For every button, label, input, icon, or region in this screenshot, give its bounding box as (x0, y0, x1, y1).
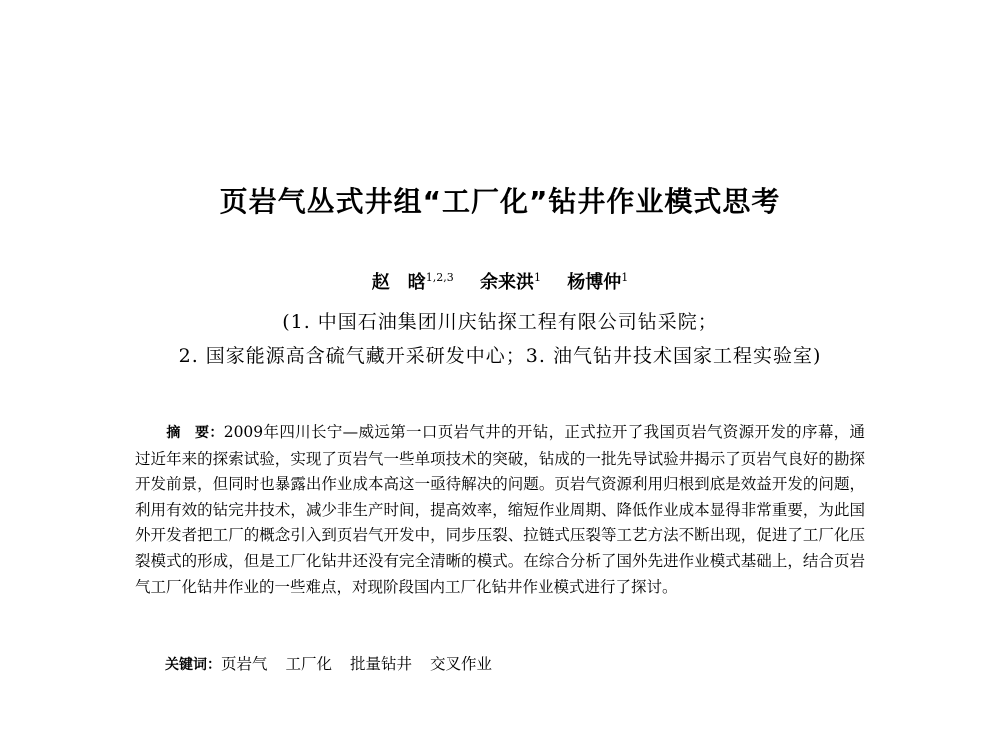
abstract (135, 420, 865, 600)
author: 杨博仲$^1$ (567, 271, 629, 293)
keyword: 页岩气 (221, 655, 268, 673)
keyword: 交叉作业 (430, 655, 493, 673)
abstract-label: 摘 要： (166, 425, 224, 441)
keyword: 批量钻井 (350, 655, 413, 673)
keywords (165, 652, 865, 674)
author-list (0, 268, 1000, 294)
abstract-text: 2009年四川长宁—威远第一口页岩气井的开钻，正式拉开了我国页岩气资源开发的序幕，通过近年来的探索试验，实现了页岩气一些单项技术的突破，钻成的一批先导试验井揭示了页岩气良好的勘探开发前景，但同时也暴露出作业成本高这一亟待解决的问题。页岩气资源利用归根到底是效益开发的问题，利用有效的钻完井技术，减少非生产时间，提高效率，缩短作业周期、降低作业成本显得非常重要，为此国外开发者把工厂的概念引入到页岩气开发中，同步压裂、拉链式压裂等工艺方法不断出现，促进了工厂化压裂模式的形成，但是工厂化钻井还没有完全清晰的模式。在综合分析了国外先进作业模式基础上，结合页岩气工厂化钻井作业的一些难点，对现阶段国内工厂化钻井作业模式进行了探讨。 (135, 423, 866, 596)
affiliation-line-2: 2. 国家能源高含硫气藏开采研发中心；3. 油气钻井技术国家工程实验室) (178, 345, 822, 367)
keywords-label: 关键词： (165, 657, 221, 673)
author: 赵 晗$^{1,2,3}$ (371, 271, 454, 293)
keyword: 工厂化 (285, 655, 333, 673)
paper-title: 页岩气丛式井组“工厂化”钻井作业模式思考 (219, 185, 781, 218)
affiliation-line-1: (1. 中国石油集团川庆钻探工程有限公司钻采院； (282, 311, 718, 333)
author: 余来洪$^1$ (480, 271, 541, 293)
